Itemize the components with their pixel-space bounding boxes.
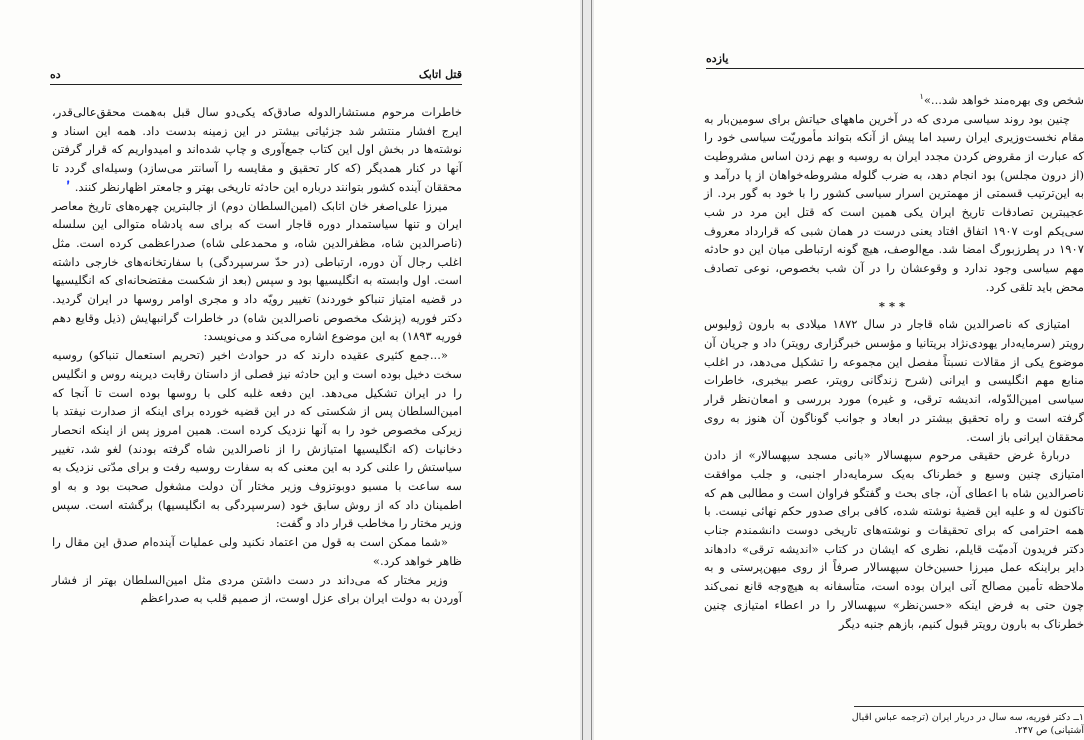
paragraph-text: شخص وی بهره‌مند خواهد شد...» — [923, 92, 1084, 107]
right-page-header — [706, 46, 1084, 69]
footnote: ۱ــ دکتر فوریه، سه سال در دربار ایران (ترجمه عباس اقبال آشتیانی) ص ۲۴۷. — [851, 712, 1084, 736]
paragraph-text: خاطرات مرحوم مستشارالدوله صادق‌که یکی‌دو سال قبل به‌همت محقق‌عالی‌قدر، ایرج افشار منتشر شد جزئیاتی بیشتر در این زمینه بدست داد. همه این اسناد و نوشته‌ها در بخش اول این کتاب جمع‌آوری و چاپ شده‌اند و امیدواریم که قرار گرفتن آنها در کنار همدیگر (که کار تحقیق و مقایسه را آسانتر می‌سازد) وسیله‌ای گردد تا محققان آینده کشور بتوانند درباره این حادثه تاریخی بهتر و جامعتر اظهارنظر کنند. — [52, 105, 462, 194]
pen-mark-icon: ٬ — [64, 178, 73, 196]
quote-paragraph: «شما ممکن است به قول من اعتماد نکنید ولی عملیات آینده‌ام صدق این مقال را ظاهر خواهد کرد.» — [52, 535, 462, 568]
section-separator: *** — [878, 298, 910, 313]
paragraph — [52, 103, 462, 197]
book-gutter-line — [582, 0, 583, 740]
paragraph: امتیازی که ناصرالدین شاه قاجار در سال ۱۸۷۲ میلادی به بارون ژولیوس رویتر (سرمایه‌دار یهودی‌نژاد بریتانیا و مؤسس خبرگزاری رویتر) داد و جریان آن موضوع یکی از مقالات نسبتاً مفصل این مجموعه را تشکیل می‌دهد، در اغلب منابع مهم انگلیسی و ایرانی (شرح زندگانی رویتر، عصر بیخبری، خاطرات سیاسی امین‌الدّوله، اندیشه ترقی، و غیره) مورد بررسی و امعان‌نظر قرار گرفته است و راه تحقیق بیشتر در ابعاد و جوانب گوناگون آن هنوز به روی محققان ایرانی باز است. — [704, 317, 1084, 444]
page-number: یازده — [706, 52, 729, 65]
paragraph: دربارهٔ غرض حقیقی مرحوم سپهسالار «بانی مسجد سپهسالار» از دادن امتیازی چنین وسیع و خطرناک به‌یک سرمایه‌دار اجنبی، و جلب موافقت ناصرالدین شاه با اعطای آن، جای بحث و گفتگو فراوان است و مطالبی هم که تاکنون له و علیه این قضیهٔ نوشته شده، کافی برای صدور حکم نهائی نیست. با همه احترامی که برای تحقیقات و نوشته‌های تاریخی دوست دانشمندم جناب دکتر فریدون آدمیّت قایلم، نظری که ایشان در کتاب «اندیشه ترقی» دادهاند دایر براینکه عمل میرزا حسین‌خان سپهسالار صرفاً از روی میهن‌پرستی و به ملاحظه تأمین مصالح آتی ایران بوده است، متأسفانه به هیچ‌وجه قانع نمی‌کند چون حتی به فرض اینکه «حسن‌نظر» سپهسالار را در اعطاء امتیازی چنین خطرناک به بارون رویتر قبول کنیم، بازهم جنبه دیگر — [704, 448, 1084, 631]
footnote-rule — [854, 706, 1084, 707]
page-number: ده — [50, 68, 61, 81]
book-gutter-line — [591, 0, 592, 740]
right-page — [594, 0, 1084, 740]
quote-paragraph: «...جمع کثیری عقیده دارند که در حوادث اخیر (تحریم استعمال تنباکو) روسیه سخت دخیل بوده است و این حادثه نیز فصلی از داستان رقابت دیرینه روس و انگلیس را در ایران تشکیل می‌دهد. این دفعه غلبه کلی با روسها بوده است تا آنجا که امین‌السلطان پس از شکستی که در این قضیه خورده برای اینکه از صدارت نیفتد با زیرکی مخصوص خود را به آنها نزدیک کرده است. همین امروز پس از اینکه انحصار دخانیات (که انگلیسیها امتیازش را از ناصرالدین شاه گرفته بودند) لغو شد، تغییر سیاستش را علنی کرد به این معنی که به سفارت روسیه رفت و برای مدّتی نزدیک به سه ساعت با مسیو دوبوتزوف وزیر مختار آن دولت مشغول صحبت بود و به او اطمینان داد که از روش سابق خود (سرسپردگی به انگلیسیها) برگشته است. سپس وزیر مختار را مخاطب قرار داد و گفت: — [52, 348, 462, 531]
paragraph: چنین بود روند سیاسی مردی که در آخرین ماههای حیاتش برای سومین‌بار به مقام نخست‌وزیری ایران رسید اما پیش از آنکه بتواند مأموریّت سیاسی خود را که عبارت از مقروض کردن مجدد ایران به روسیه و بهم زدن اساس مشروطیت (از درون مجلس) بود انجام دهد، به ضرب گلوله مشروطه‌خواهان از پا درآمد و به این‌ترتیب قسمتی از مهمترین اسرار سیاسی کشور را با خود به گور برد. از عجیبترین تصادفات تاریخ ایران یکی همین است که قتل این مرد در شب سی‌یکم اوت ۱۹۰۷ اتفاق افتاد یعنی درست در همان شبی که قرارداد معروف ۱۹۰۷ در پطرزبورگ امضا شد. مع‌الوصف، هیچ گونه ارتباطی میان این دو حادثه مهم سیاسی وجود ندارد و وقوعشان را در آن شب بخصوص، نوعی تصادف محض باید تلقی کرد. — [704, 111, 1084, 294]
running-title: قتل اتابک — [418, 68, 462, 81]
right-page-text — [704, 88, 1084, 633]
left-page-header — [50, 62, 462, 85]
footnote-reference: ۱ — [919, 92, 924, 101]
paragraph: وزیر مختار که می‌داند در دست داشتن مردی مثل امین‌السلطان بهتر از فشار آوردن به دولت ایران برای عزل اوست، از صمیم قلب به صدراعظم — [52, 572, 462, 606]
paragraph — [704, 88, 1084, 110]
paragraph: میرزا علی‌اصغر خان اتابک (امین‌السلطان دوم) از جالبترین چهره‌های تاریخ معاصر ایران و تنها سیاستمدار دوره قاجار است که برای سه پادشاه متوالی این سلسله (ناصرالدین شاه، مظفرالدین شاه، و محمدعلی شاه) صدراعظمی کرده است. مثل اغلب رجال آن دوره، ارتباطی (در حدّ سرسپردگی) با سفارتخانه‌های خارجی داشته است. اول وابسته به انگلیسیها بود و سپس (بعد از شکست مفتضحانه‌ای که انگلیسیها در قضیه امتیاز تنباکو خوردند) تغییر رویّه داد و مجری اوامر روسها در ایران گردید. دکتر فوریه (پزشک مخصوص ناصرالدین شاه) در خاطرات گرانبهایش (ذیل وقایع دهم فوریه ۱۸۹۳) به این موضوع اشاره می‌کند و می‌نویسد: — [52, 198, 462, 344]
left-page-text — [52, 103, 462, 608]
